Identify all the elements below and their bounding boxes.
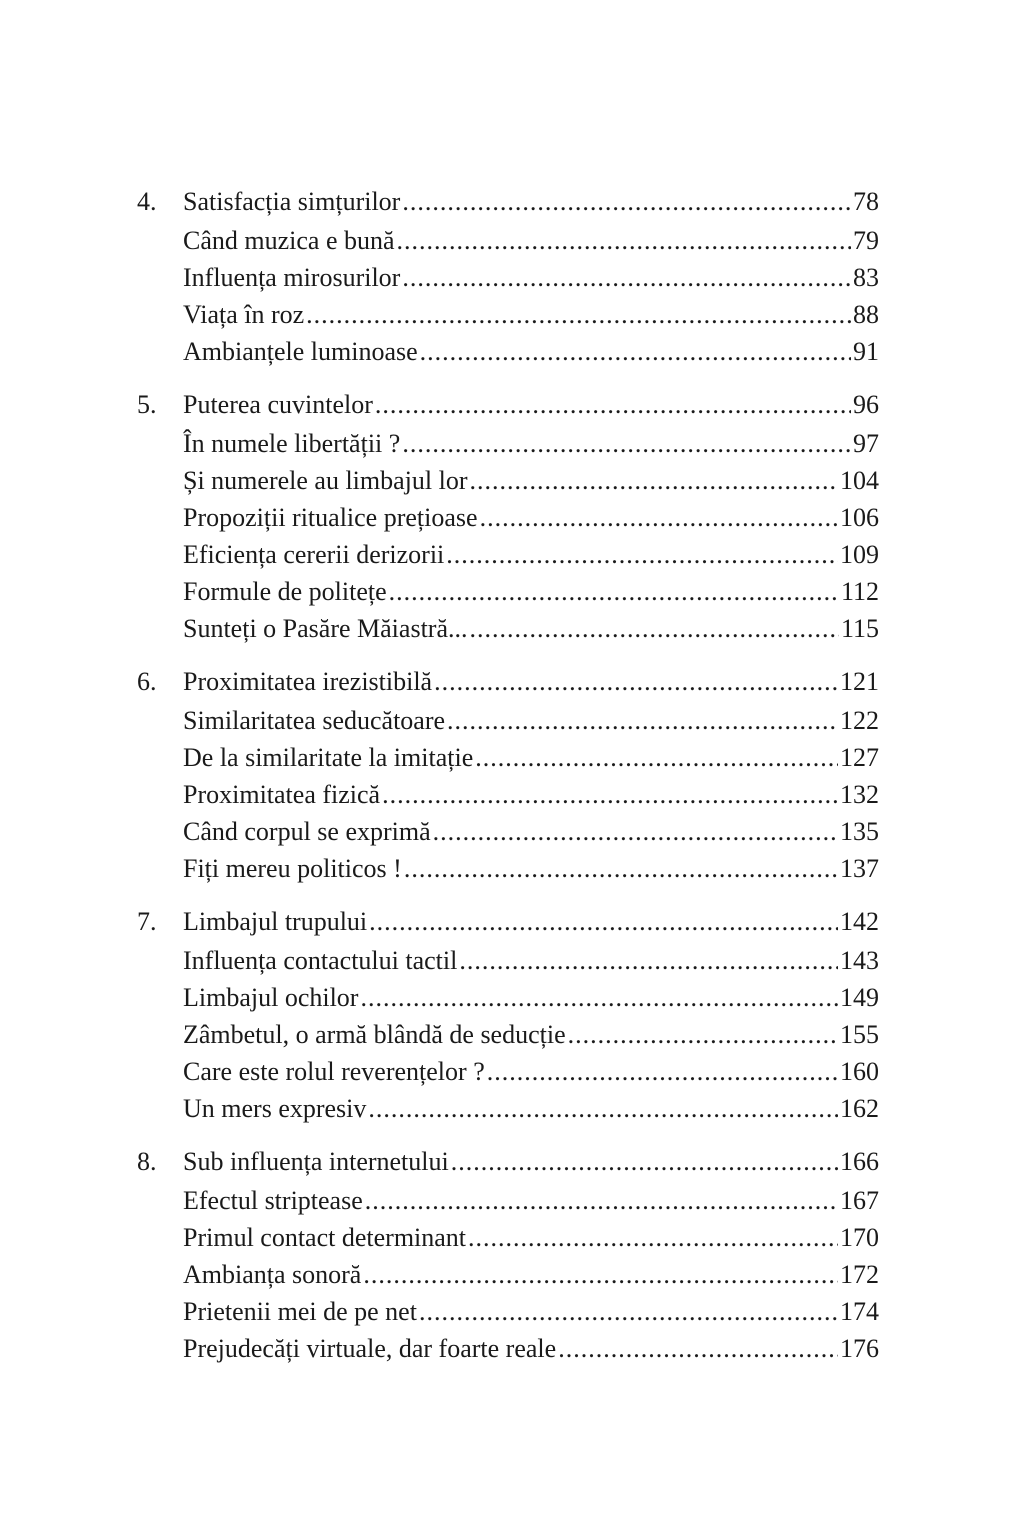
dot-leader: [420, 333, 851, 370]
entry-title: Prietenii mei de pe net: [183, 1297, 417, 1326]
dot-leader: [402, 425, 851, 462]
page-number: 174: [840, 1297, 879, 1326]
dot-leader: [306, 296, 851, 333]
dot-leader: [382, 776, 838, 813]
chapter-number: 6.: [137, 667, 157, 696]
dot-leader: [487, 1053, 838, 1090]
toc-entry-row: [137, 1016, 879, 1053]
dot-leader: [397, 222, 851, 259]
page-number: 149: [840, 983, 879, 1012]
page-number: 155: [840, 1020, 879, 1049]
page-number: 79: [853, 226, 879, 255]
entry-title: Limbajul ochilor: [183, 983, 359, 1012]
page-number: 160: [840, 1057, 879, 1086]
toc-chapter-row: [137, 385, 879, 425]
chapter-title: Sub influența internetului: [183, 1147, 449, 1176]
toc-chapter-section: [137, 662, 879, 887]
page-number: 170: [840, 1223, 879, 1252]
page-number: 167: [840, 1186, 879, 1215]
toc-chapter-row: [137, 902, 879, 942]
page-number: 121: [840, 667, 879, 696]
toc-entry-row: [137, 1182, 879, 1219]
dot-leader: [404, 850, 838, 887]
dot-leader: [446, 536, 838, 573]
dot-leader: [363, 1256, 838, 1293]
page-number: 166: [840, 1147, 879, 1176]
entry-title: În numele libertății ?: [183, 429, 401, 458]
dot-leader: [365, 1182, 838, 1219]
toc-entry-row: [137, 222, 879, 259]
page-number: 162: [840, 1094, 879, 1123]
dot-leader: [419, 1293, 838, 1330]
entry-title: Influența mirosurilor: [183, 263, 401, 292]
entry-title: Sunteți o Pasăre Măiastră...: [183, 614, 468, 643]
toc-entry-row: [137, 979, 879, 1016]
dot-leader: [447, 702, 838, 739]
entry-title: Formule de politețe: [183, 577, 387, 606]
entry-title: Zâmbetul, o armă blândă de seducție: [183, 1020, 566, 1049]
table-of-contents: [137, 182, 879, 1382]
page-number: 176: [840, 1334, 879, 1363]
dot-leader: [468, 1219, 838, 1256]
page-number: 127: [840, 743, 879, 772]
dot-leader: [568, 1016, 838, 1053]
dot-leader: [470, 610, 839, 647]
chapter-number: 4.: [137, 187, 157, 216]
dot-leader: [402, 259, 851, 296]
entry-title: Viața în roz: [183, 300, 305, 329]
page-number: 172: [840, 1260, 879, 1289]
page-number: 106: [840, 503, 879, 532]
toc-entry-row: [137, 702, 879, 739]
toc-entry-row: [137, 1219, 879, 1256]
chapter-title: Puterea cuvintelor: [183, 390, 373, 419]
toc-entry-row: [137, 1053, 879, 1090]
dot-leader: [433, 813, 838, 850]
chapter-title: Limbajul trupului: [183, 907, 368, 936]
entry-title: Ambianțele luminoase: [183, 337, 418, 366]
toc-entry-row: [137, 1090, 879, 1127]
toc-entry-row: [137, 813, 879, 850]
page-number: 83: [853, 263, 879, 292]
entry-title: Eficiența cererii derizorii: [183, 540, 445, 569]
toc-chapter-section: [137, 182, 879, 370]
toc-entry-row: [137, 776, 879, 813]
toc-chapter-row: [137, 662, 879, 702]
toc-entry-row: [137, 536, 879, 573]
entry-title: Primul contact determinant: [183, 1223, 467, 1252]
page-number: 104: [840, 466, 879, 495]
toc-entry-row: [137, 942, 879, 979]
entry-title: Propoziții ritualice prețioase: [183, 503, 478, 532]
page-number: 143: [840, 946, 879, 975]
entry-title: Când muzica e bună: [183, 226, 395, 255]
dot-leader: [434, 662, 838, 702]
toc-entry-row: [137, 499, 879, 536]
toc-entry-row: [137, 1330, 879, 1367]
page-number: 91: [853, 337, 879, 366]
page-number: 112: [840, 577, 879, 606]
toc-entry-row: [137, 259, 879, 296]
page-number: 137: [840, 854, 879, 883]
entry-title: Un mers expresiv: [183, 1094, 367, 1123]
entry-title: De la similaritate la imitație: [183, 743, 474, 772]
chapter-title: Proximitatea irezistibilă: [183, 667, 433, 696]
toc-chapter-row: [137, 182, 879, 222]
toc-entry-row: [137, 425, 879, 462]
dot-leader: [470, 462, 839, 499]
chapter-number: 8.: [137, 1147, 157, 1176]
toc-entry-row: [137, 462, 879, 499]
entry-title: Care este rolul reverențelor ?: [183, 1057, 485, 1086]
entry-title: Proximitatea fizică: [183, 780, 381, 809]
entry-title: Fiți mereu politicos !: [183, 854, 402, 883]
page-number: 88: [853, 300, 879, 329]
page-number: 97: [853, 429, 879, 458]
chapter-title: Satisfacția simțurilor: [183, 187, 401, 216]
chapter-number: 5.: [137, 390, 157, 419]
entry-title: Și numerele au limbajul lor: [183, 466, 468, 495]
toc-entry-row: [137, 739, 879, 776]
dot-leader: [389, 573, 839, 610]
dot-leader: [402, 182, 851, 222]
entry-title: Similaritatea seducătoare: [183, 706, 446, 735]
toc-entry-row: [137, 1293, 879, 1330]
dot-leader: [558, 1330, 838, 1367]
chapter-number: 7.: [137, 907, 157, 936]
entry-title: Prejudecăți virtuale, dar foarte reale: [183, 1334, 557, 1363]
entry-title: Ambianța sonoră: [183, 1260, 362, 1289]
toc-chapter-section: [137, 902, 879, 1127]
toc-entry-row: [137, 333, 879, 370]
toc-entry-row: [137, 610, 879, 647]
toc-chapter-section: [137, 385, 879, 647]
toc-entry-row: [137, 1256, 879, 1293]
toc-entry-row: [137, 296, 879, 333]
page-number: 96: [853, 390, 879, 419]
page-number: 132: [840, 780, 879, 809]
dot-leader: [360, 979, 838, 1016]
page-number: 135: [840, 817, 879, 846]
page-number: 122: [840, 706, 879, 735]
entry-title: Când corpul se exprimă: [183, 817, 431, 846]
toc-chapter-row: [137, 1142, 879, 1182]
dot-leader: [369, 902, 838, 942]
toc-chapter-section: [137, 1142, 879, 1367]
dot-leader: [375, 385, 851, 425]
page-number: 115: [840, 614, 879, 643]
page-number: 142: [840, 907, 879, 936]
toc-entry-row: [137, 850, 879, 887]
page-number: 109: [840, 540, 879, 569]
dot-leader: [459, 942, 838, 979]
dot-leader: [475, 739, 838, 776]
toc-entry-row: [137, 573, 879, 610]
entry-title: Influența contactului tactil: [183, 946, 458, 975]
dot-leader: [368, 1090, 838, 1127]
page-number: 78: [853, 187, 879, 216]
dot-leader: [451, 1142, 838, 1182]
entry-title: Efectul striptease: [183, 1186, 363, 1215]
dot-leader: [480, 499, 838, 536]
